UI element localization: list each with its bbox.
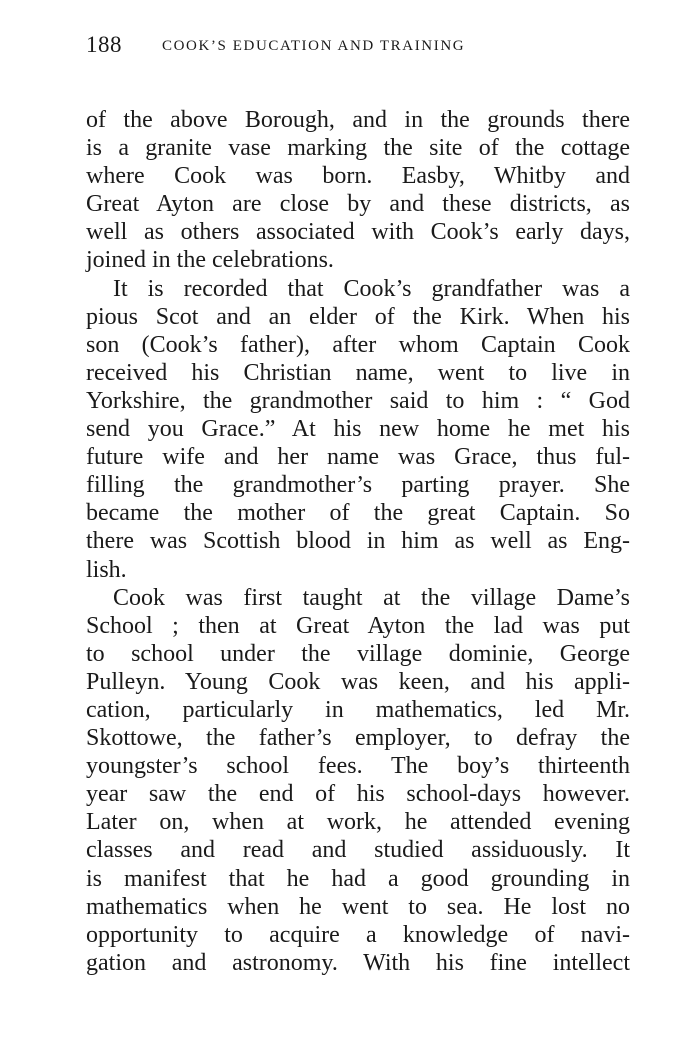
text-line: joined in the celebrations. xyxy=(86,247,334,274)
text-line: future wife and her name was Grace, thus ful- xyxy=(86,444,630,471)
text-line: Later on, when at work, he attended evening xyxy=(86,809,630,836)
text-line: pious Scot and an elder of the Kirk. When his xyxy=(86,303,630,330)
text-line: well as others associated with Cook’s early days, xyxy=(86,219,630,246)
text-line: It is recorded that Cook’s grandfather was a xyxy=(113,275,630,302)
text-line: opportunity to acquire a knowledge of navi- xyxy=(86,921,630,948)
running-head-title: COOK’S EDUCATION AND TRAINING xyxy=(162,38,466,54)
text-line: son (Cook’s father), after whom Captain Cook xyxy=(86,331,630,358)
text-line: mathematics when he went to sea. He lost no xyxy=(86,893,630,920)
running-head xyxy=(86,30,630,60)
text-line: became the mother of the great Captain. So xyxy=(86,500,630,527)
text-line: classes and read and studied assiduously. It xyxy=(86,837,630,864)
text-line: where Cook was born. Easby, Whitby and xyxy=(86,163,630,190)
text-line: Great Ayton are close by and these districts, as xyxy=(86,191,630,218)
text-line: there was Scottish blood in him as well as Eng- xyxy=(86,528,630,555)
text-line: to school under the village dominie, George xyxy=(86,640,630,667)
text-line: Cook was first taught at the village Dame’s xyxy=(113,584,630,611)
text-line: youngster’s school fees. The boy’s thirteenth xyxy=(86,753,630,780)
text-line: received his Christian name, went to live in xyxy=(86,359,630,386)
text-line: filling the grandmother’s parting prayer. She xyxy=(86,472,630,499)
text-line: Yorkshire, the grandmother said to him : “ God xyxy=(86,387,630,414)
text-line: Pulleyn. Young Cook was keen, and his appli- xyxy=(86,668,630,695)
text-line: cation, particularly in mathematics, led Mr. xyxy=(86,696,630,723)
body-text xyxy=(86,106,630,977)
text-line: is manifest that he had a good grounding in xyxy=(86,865,630,892)
book-page xyxy=(86,30,630,977)
text-line: Skottowe, the father’s employer, to defray the xyxy=(86,725,630,752)
text-line: year saw the end of his school-days however. xyxy=(86,781,630,808)
text-line: is a granite vase marking the site of the cottage xyxy=(86,135,630,162)
text-line: gation and astronomy. With his fine intellect xyxy=(86,949,630,976)
text-line: School ; then at Great Ayton the lad was put xyxy=(86,612,630,639)
page-number: 188 xyxy=(86,32,122,57)
text-line: lish. xyxy=(86,556,127,583)
text-line: of the above Borough, and in the grounds there xyxy=(86,107,630,133)
text-line: send you Grace.” At his new home he met his xyxy=(86,416,630,443)
